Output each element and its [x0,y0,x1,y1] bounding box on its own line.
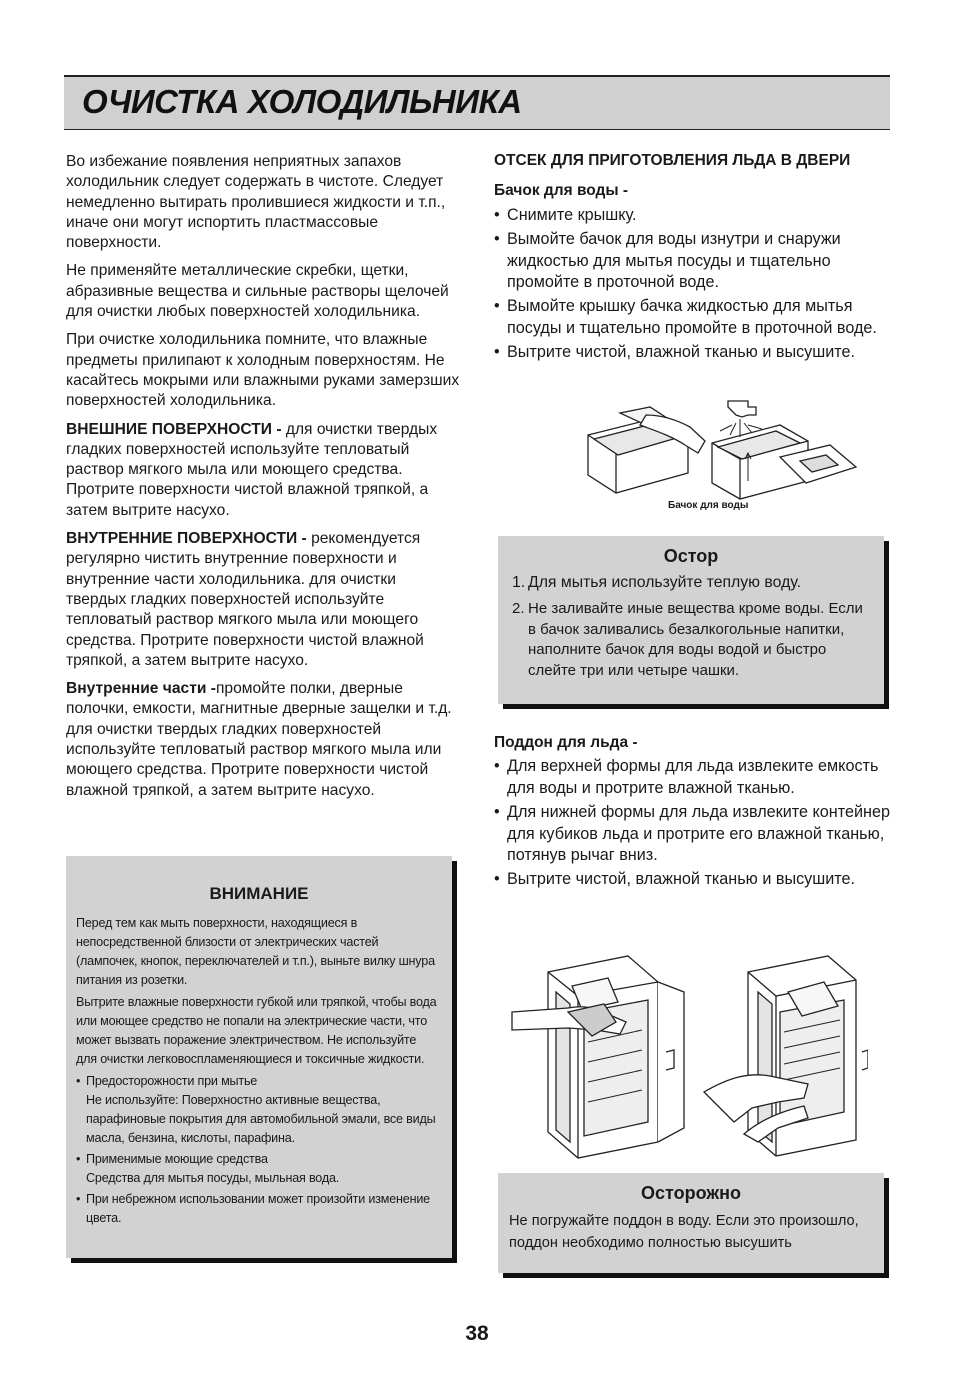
intro-paragraph: Во избежание появления неприятных запахов холодильник следует содержать в чистоте. Следует немедленно вытирать пролившиеся жидкости и т.п., иначе они могут испортить пластмассовые поверхности. [66,153,446,252]
wet-items-paragraph: При очистке холодильника помните, что влажные предметы прилипают к холодным поверхностям. Не касайтесь мокрыми или влажными руками замерзших поверхностей холодильника. [66,331,460,410]
warning-paragraph-2: Вытрите влажные поверхности губкой или тряпкой, чтобы вода или моющее средство не попали на электрические части, что может вызвать поражение электричеством. Не используйте для очистки легковоспламеняющиеся и токсичные жидкости. [76,995,437,1066]
interior-text: рекомендуется регулярно чистить внутренние поверхности и внутренние части холодильника. для очистки твердых гладких поверхностей используйте тепловатый раствор мягкого мыла или моющего средства. Протрите поверхности чистой влажной тряпкой, а затем вытрите насухо. [66,530,424,669]
list-item: • Для нижней формы для льда извлеките контейнер для кубиков льда и протрите его влажной тканью, потянув рычаг вниз. [494,802,894,866]
tank-caption: Бачок для воды [668,500,749,511]
list-item: 1. Для мытья используйте теплую воду. [512,574,801,591]
interior-label: ВНУТРЕННИЕ ПОВЕРХНОСТИ - [66,530,312,548]
caution-box [498,1173,884,1273]
list-item: • Вымойте крышку бачка жидкостью для мытья посуды и тщательно промойте в проточной воде. [494,296,894,339]
tray-list [494,756,894,890]
list-item: • Для верхней формы для льда извлеките емкость для воды и протрите влажной тканью. [494,756,894,799]
list-item: • При небрежном использовании может произойти изменение цвета. [76,1190,440,1228]
list-item: • Применимые моющие средства Средства для мытья посуды, мыльная вода. [76,1150,440,1188]
title-bar [64,75,890,130]
ostor-title: Остор [663,546,719,566]
list-item: • Вытрите чистой, влажной тканью и высушите. [494,869,894,890]
faucet [728,401,756,417]
exterior-paragraph [66,420,460,521]
right-column [494,150,894,367]
list-item: • Вытрите чистой, влажной тканью и высушите. [494,342,894,363]
tray-title: Поддон для льда - [494,734,638,751]
left-column [66,152,460,809]
tank-list [494,205,894,364]
list-item: • Вымойте бачок для воды изнутри и снаружи жидкостью для мытья посуды и тщательно промойте в проточной воде. [494,229,894,293]
exterior-text: для очистки твердых гладких поверхностей используйте тепловатый раствор мягкого мыла или моющего средства. Протрите поверхности чистой влажной тряпкой, а затем вытрите насухо. [66,420,438,519]
caution-text: Не погружайте поддон в воду. Если это произошло, поддон необходимо полностью высушить [509,1213,859,1251]
interior-paragraph [66,529,460,671]
warning-box [66,856,452,1258]
parts-label: Внутренние части - [66,680,216,698]
list-item: 2. Не заливайте иные вещества кроме воды. Если в бачок заливались безалкогольные напитки, наполните бачок для воды водой и быстро слейте три или четыре чашки. [512,600,863,679]
parts-paragraph [66,679,460,801]
warning-paragraph-1: Перед тем как мыть поверхности, находящиеся в непосредственной близости от электрических частей (лампочек, кнопок, переключателей и т.п.), выньте вилку шнура питания из розетки. [76,916,435,987]
ostor-box [498,536,884,704]
list-item: • Предосторожности при мытье Не используйте: Поверхностно активные вещества, парафиновые покрытия для автомобильной эмали, все виды масла, бензина, кислоты, парафина. [76,1072,440,1148]
no-metal-paragraph: Не применяйте металлические скребки, щетки, абразивные вещества и сильные растворы щелочей для очистки любых поверхностей холодильника. [66,262,449,321]
page-number: 38 [465,1322,489,1345]
tray-section [494,732,894,894]
warning-list [76,1072,440,1228]
page-title: ОЧИСТКА ХОЛОДИЛЬНИКА [82,83,522,120]
section-title: ОТСЕК ДЛЯ ПРИГОТОВЛЕНИЯ ЛЬДА В ДВЕРИ [494,152,851,169]
caution-title: Осторожно [641,1183,741,1203]
tank-title: Бачок для воды - [494,182,629,200]
water-tank-illustration [580,395,860,505]
exterior-label: ВНЕШНИЕ ПОВЕРХНОСТИ - [66,420,286,438]
warning-title: ВНИМАНИЕ [209,884,309,903]
parts-text: промойте полки, дверные полочки, емкости, магнитные дверные защелки и т.д. для очистки твердых гладких поверхностей используйте тепловатый раствор мягкого мыла или моющего средства. Протрите поверхности чистой влажной тряпкой, а затем вытрите насухо. [66,680,452,799]
list-item: • Снимите крышку. [494,205,894,226]
ice-tray-illustration [508,952,868,1162]
